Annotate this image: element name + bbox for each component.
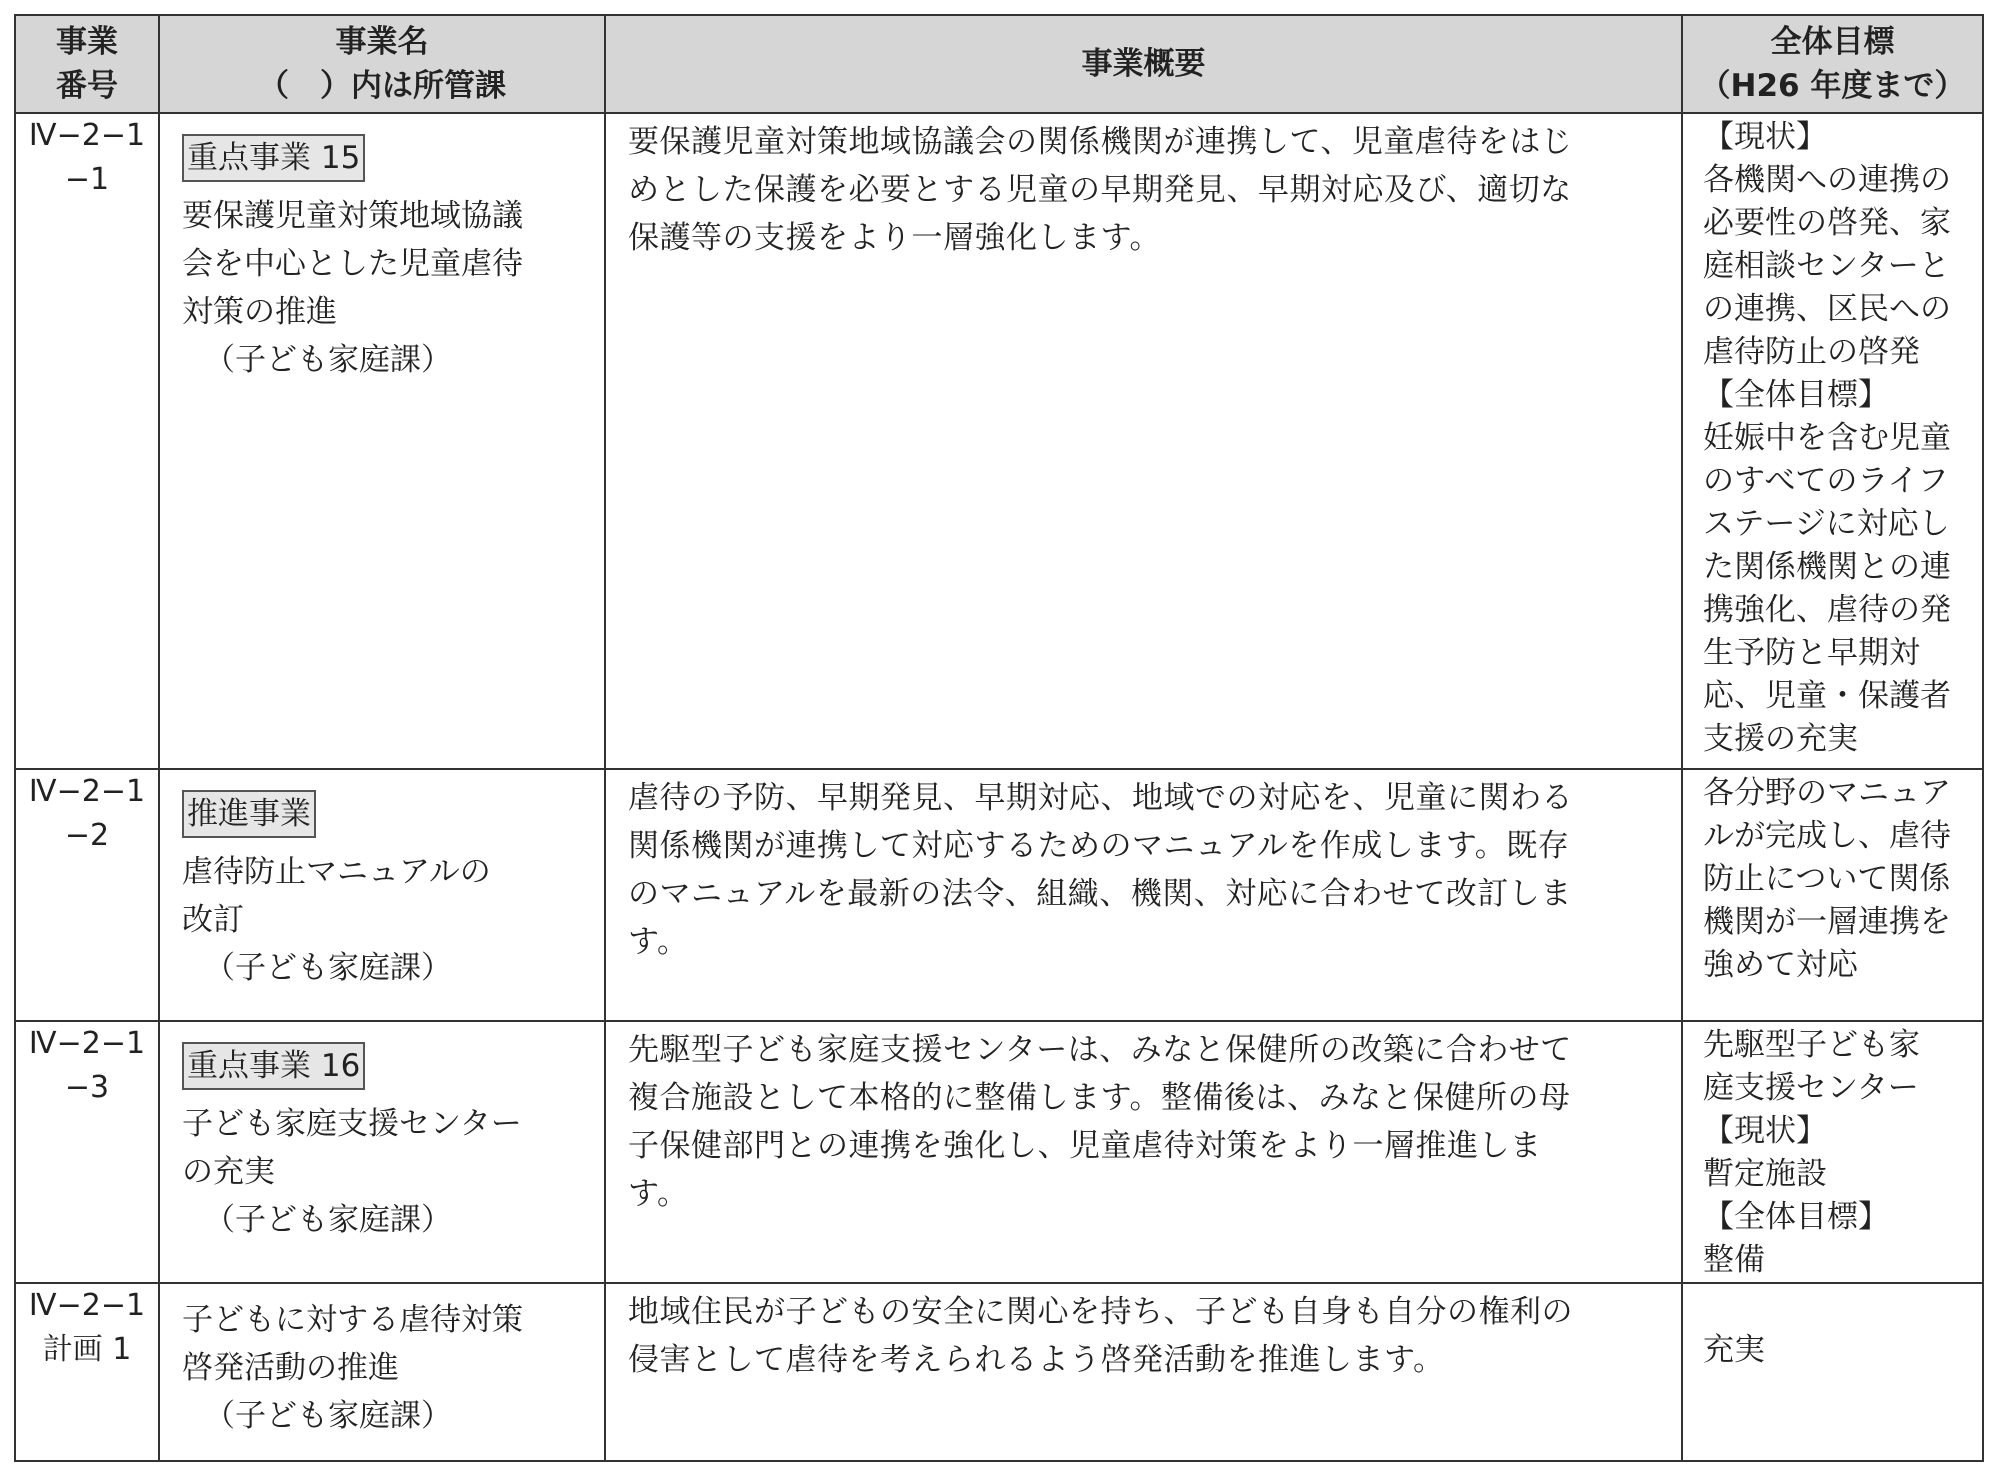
overall-goal-line: 【現状】 (1703, 1113, 1827, 1149)
project-name-line: 子ども家庭支援センター (182, 1106, 522, 1142)
responsible-department: （子ども家庭課） (204, 1202, 452, 1238)
project-name-cell (159, 1021, 605, 1283)
project-number (15, 1283, 159, 1461)
project-summary (605, 1283, 1682, 1461)
project-summary-line: 侵害として虐待を考えられるよう啓発活動を推進します。 (628, 1342, 1445, 1378)
project-name-line: 子どもに対する虐待対策 (182, 1302, 523, 1338)
project-category-badge: 重点事業 15 (182, 134, 365, 182)
overall-goal-line: 応、児童・保護者 (1703, 678, 1951, 714)
project-name-line: 会を中心とした児童虐待 (182, 246, 523, 282)
header-name-line: （ ）内は所管課 (258, 68, 506, 104)
header-name (159, 15, 605, 113)
overall-goal (1682, 769, 1983, 1021)
header-id (15, 15, 159, 113)
header-goal-line: 全体目標 (1770, 24, 1895, 60)
overall-goal-line: 【現状】 (1703, 119, 1827, 155)
project-summary-line: 複合施設として本格的に整備します。整備後は、みなと保健所の母 (628, 1080, 1571, 1116)
overall-goal-line: 庭支援センター (1703, 1070, 1919, 1106)
project-summary-line: す。 (628, 924, 689, 960)
project-number-line: 計画 1 (42, 1332, 132, 1367)
project-number-line: −1 (64, 162, 110, 197)
project-summary-line: 保護等の支援をより一層強化します。 (628, 220, 1162, 256)
project-summary (605, 769, 1682, 1021)
project-summary-line: 要保護児童対策地域協議会の関係機関が連携して、児童虐待をはじ (628, 124, 1573, 160)
project-number-line: Ⅳ−2−1 (28, 118, 146, 153)
header-goal (1682, 15, 1983, 113)
overall-goal-line: のすべてのライフ (1703, 463, 1949, 499)
project-summary-line: 子保健部門との連携を強化し、児童虐待対策をより一層推進しま (628, 1128, 1542, 1164)
project-summary (605, 1021, 1682, 1283)
project-name-line: 虐待防止マニュアルの (182, 854, 491, 890)
overall-goal-line: ステージに対応し (1703, 506, 1950, 542)
table-row (15, 769, 1983, 1021)
project-number (15, 1021, 159, 1283)
responsible-department: （子ども家庭課） (204, 950, 452, 986)
project-name-line: 啓発活動の推進 (182, 1350, 399, 1386)
project-name-line: の充実 (182, 1154, 275, 1190)
table-row (15, 113, 1983, 769)
project-number (15, 769, 159, 1021)
table-row (15, 1021, 1983, 1283)
header-name-line: 事業名 (335, 24, 429, 60)
table-row (15, 1283, 1983, 1461)
overall-goal-line: 整備 (1703, 1242, 1765, 1278)
project-category-badge: 重点事業 16 (182, 1042, 365, 1090)
project-name-cell (159, 769, 605, 1021)
overall-goal-line: 先駆型子ども家 (1703, 1027, 1920, 1063)
project-summary-line: 地域住民が子どもの安全に関心を持ち、子ども自身も自分の権利の (628, 1294, 1573, 1330)
header-id-line: 事業 (56, 24, 118, 60)
overall-goal-line: た関係機関との連 (1703, 549, 1951, 585)
overall-goal (1682, 113, 1983, 769)
table-body (15, 113, 1983, 1461)
project-category-badge: 推進事業 (182, 790, 316, 838)
overall-goal (1682, 1021, 1983, 1283)
overall-goal-line: 各分野のマニュア (1703, 775, 1951, 811)
overall-goal-line: 支援の充実 (1703, 721, 1858, 757)
table-header (15, 15, 1983, 113)
overall-goal-line: 【全体目標】 (1703, 377, 1889, 413)
overall-goal-line: 必要性の啓発、家 (1703, 205, 1951, 241)
overall-goal-line: の連携、区民への (1703, 291, 1951, 327)
project-number-line: Ⅳ−2−1 (28, 1288, 146, 1323)
project-number (15, 113, 159, 769)
overall-goal-line: 庭相談センターと (1703, 248, 1950, 284)
overall-goal-line: 防止について関係 (1703, 861, 1951, 897)
responsible-department: （子ども家庭課） (204, 1398, 452, 1434)
overall-goal-line (1703, 1286, 1976, 1329)
overall-goal-line: 強めて対応 (1703, 947, 1858, 983)
overall-goal-line: 暫定施設 (1703, 1156, 1827, 1192)
project-name-cell (159, 113, 605, 769)
project-summary-line: めとした保護を必要とする児童の早期発見、早期対応及び、適切な (628, 172, 1572, 208)
header-goal-line: （H26 年度まで） (1699, 68, 1966, 104)
overall-goal-line: 【全体目標】 (1703, 1199, 1889, 1235)
overall-goal-line: ルが完成し、虐待 (1703, 818, 1951, 854)
overall-goal-line: 各機関への連携の (1703, 162, 1951, 198)
overall-goal-line: 生予防と早期対 (1703, 635, 1920, 671)
overall-goal-line: 妊娠中を含む児童 (1703, 420, 1951, 456)
overall-goal-line: 充実 (1703, 1332, 1765, 1368)
overall-goal-line: 機関が一層連携を (1703, 904, 1951, 940)
project-number-line: Ⅳ−2−1 (28, 774, 146, 809)
project-name-line: 対策の推進 (182, 294, 337, 330)
project-name-line: 要保護児童対策地域協議 (182, 198, 523, 234)
project-summary-line: 先駆型子ども家庭支援センターは、みなと保健所の改築に合わせて (628, 1032, 1572, 1068)
project-number-line: Ⅳ−2−1 (28, 1026, 146, 1061)
project-number-line: −3 (64, 1070, 110, 1105)
responsible-department: （子ども家庭課） (204, 342, 452, 378)
project-name-line: 改訂 (182, 902, 244, 938)
project-summary-line: 関係機関が連携して対応するためのマニュアルを作成します。既存 (628, 828, 1570, 864)
header-id-line: 番号 (56, 68, 118, 104)
overall-goal-line: 虐待防止の啓発 (1703, 334, 1920, 370)
project-summary-line: のマニュアルを最新の法令、組織、機関、対応に合わせて改訂しま (628, 876, 1572, 912)
project-table (14, 14, 1984, 1462)
header-summary: 事業概要 (605, 15, 1682, 113)
project-name-cell (159, 1283, 605, 1461)
project-summary (605, 113, 1682, 769)
overall-goal (1682, 1283, 1983, 1461)
project-summary-line: 虐待の予防、早期発見、早期対応、地域での対応を、児童に関わる (628, 780, 1573, 816)
project-number-line: −2 (64, 818, 110, 853)
overall-goal-line: 携強化、虐待の発 (1703, 592, 1951, 628)
project-summary-line: す。 (628, 1176, 689, 1212)
